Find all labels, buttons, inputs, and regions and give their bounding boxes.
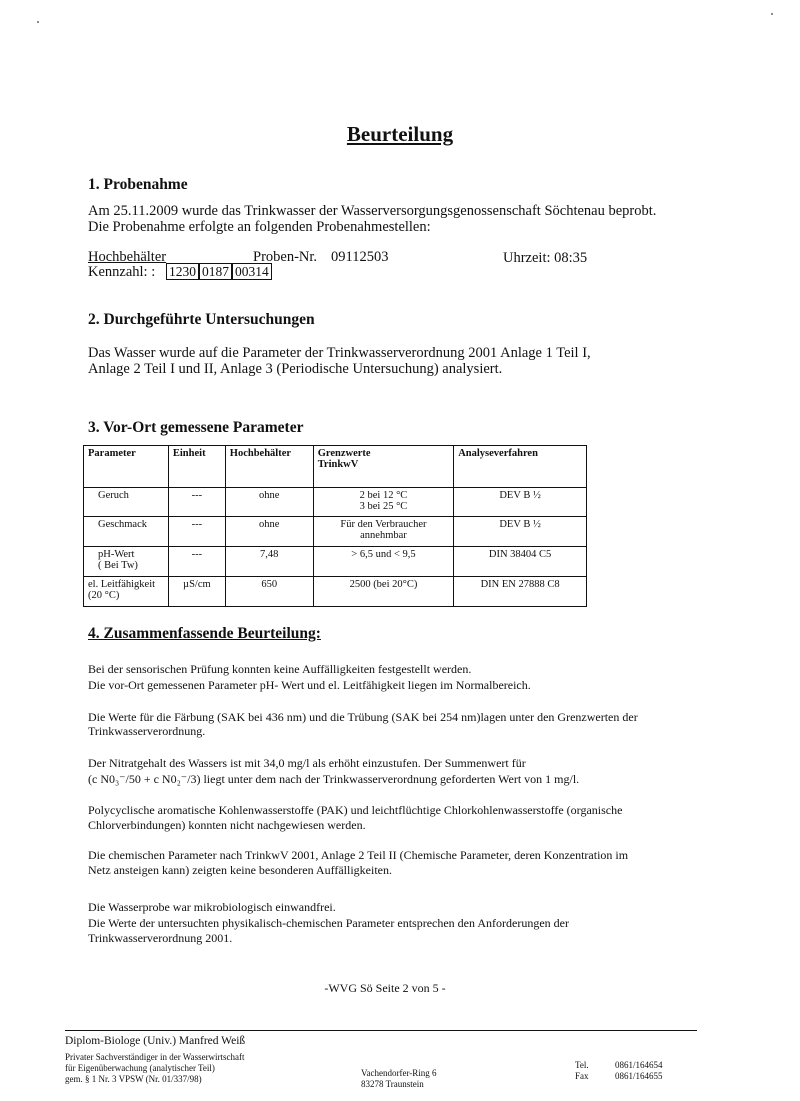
cell-value: ohne <box>225 517 313 547</box>
footer-city: 83278 Traunstein <box>361 1079 424 1089</box>
table-row <box>84 577 587 607</box>
cell-unit: --- <box>168 517 225 547</box>
code-part: 1230 <box>166 263 199 280</box>
limit-line1: 2500 (bei 20°C) <box>349 579 418 590</box>
cell-param <box>84 547 169 577</box>
param-name: Geschmack <box>98 519 147 530</box>
code-part: 00314 <box>232 263 272 280</box>
page-marker: -WVG Sö Seite 2 von 5 - <box>324 981 446 995</box>
cell-param <box>84 488 169 517</box>
footer-tel-label: Tel. <box>575 1060 589 1070</box>
footer-tel: 0861/164654 <box>615 1060 663 1070</box>
summary-p6c: Trinkwasserverordnung 2001. <box>88 931 233 945</box>
cell-method: DIN EN 27888 C8 <box>454 577 587 607</box>
table-row <box>84 547 587 577</box>
table-row <box>84 517 587 547</box>
section1-line1: Am 25.11.2009 wurde das Trinkwasser der Wasserversorgungsgenossenschaft Söchtenau beprobt. <box>88 203 657 219</box>
col-header-value: Hochbehälter <box>225 446 313 488</box>
summary-p2a: Die Werte für die Färbung (SAK bei 436 nm) und die Trübung (SAK bei 254 nm)lagen unter den Grenzwerten der <box>88 710 638 724</box>
col-header-unit: Einheit <box>168 446 225 488</box>
footer-desc3: gem. § 1 Nr. 3 VPSW (Nr. 01/337/98) <box>65 1074 202 1084</box>
col-header-method: Analyseverfahren <box>454 446 587 488</box>
cell-unit: --- <box>168 547 225 577</box>
footer-fax-label: Fax <box>575 1071 589 1081</box>
limit-line1: 2 bei 12 °C <box>359 490 408 501</box>
code-label: Kennzahl: : <box>88 264 156 280</box>
table-header-row <box>84 446 587 488</box>
param-name: pH-Wert <box>98 549 135 560</box>
cell-param <box>84 517 169 547</box>
section1-line2: Die Probenahme erfolgte an folgenden Probenahmestellen: <box>88 219 431 235</box>
sample-time: Uhrzeit: 08:35 <box>503 250 588 266</box>
summary-p3b: (c N0₃⁻/50 + c N0₂⁻/3) liegt unter dem nach der Trinkwasserverordnung geforderten Wert von 1 mg/l. <box>88 772 580 786</box>
cell-value: ohne <box>225 488 313 517</box>
section1-heading: 1. Probenahme <box>88 176 188 193</box>
param-note: (20 °C) <box>88 590 120 601</box>
summary-p5b: Netz ansteigen kann) zeigten keine besonderen Auffälligkeiten. <box>88 863 392 877</box>
table-row <box>84 488 587 517</box>
cell-method: DEV B ½ <box>454 517 587 547</box>
cell-limit <box>313 577 454 607</box>
limit-line1: Für den Verbraucher <box>340 519 427 530</box>
limit-line2: annehmbar <box>360 530 407 541</box>
col-header-parameter: Parameter <box>84 446 169 488</box>
page-title: Beurteilung <box>346 122 454 146</box>
section3-heading: 3. Vor-Ort gemessene Parameter <box>88 419 304 436</box>
summary-p4b: Chlorverbindungen) konnten nicht nachgewiesen werden. <box>88 818 366 832</box>
cell-method: DIN 38404 C5 <box>454 547 587 577</box>
parameters-table <box>83 445 587 607</box>
param-name: el. Leitfähigkeit <box>88 579 156 590</box>
footer-desc1: Privater Sachverständiger in der Wasserwirtschaft <box>65 1052 245 1062</box>
summary-p1b: Die vor-Ort gemessenen Parameter pH- Wert und el. Leitfähigkeit liegen im Normalbereich. <box>88 678 531 692</box>
scan-speck <box>37 21 39 23</box>
param-note: ( Bei Tw) <box>98 560 138 571</box>
limit-line2: 3 bei 25 °C <box>359 501 408 512</box>
code-part: 0187 <box>199 263 232 280</box>
footer-fax: 0861/164655 <box>615 1071 663 1081</box>
param-name: Geruch <box>98 490 129 501</box>
summary-p1a: Bei der sensorischen Prüfung konnten keine Auffälligkeiten festgestellt werden. <box>88 662 472 676</box>
footer-street: Vachendorfer-Ring 6 <box>361 1068 437 1078</box>
summary-p3a: Der Nitratgehalt des Wassers ist mit 34,0 mg/l als erhöht einzustufen. Der Summenwert für <box>88 756 526 770</box>
col-header-limits-line2: TrinkwV <box>317 459 359 470</box>
sample-location: Hochbehälter <box>88 249 167 265</box>
cell-unit: µS/cm <box>168 577 225 607</box>
section4-heading: 4. Zusammenfassende Beurteilung: <box>88 625 321 642</box>
footer-desc2: für Eigenüberwachung (analytischer Teil) <box>65 1063 215 1073</box>
summary-p6b: Die Werte der untersuchten physikalisch-chemischen Parameter entsprechen den Anforderungen der <box>88 916 569 930</box>
cell-value: 7,48 <box>225 547 313 577</box>
cell-limit <box>313 488 454 517</box>
cell-limit <box>313 547 454 577</box>
col-header-limits-line1: Grenzwerte <box>317 448 371 459</box>
scan-speck <box>771 13 773 15</box>
section2-line2: Anlage 2 Teil I und II, Anlage 3 (Periodische Untersuchung) analysiert. <box>88 361 503 377</box>
cell-method: DEV B ½ <box>454 488 587 517</box>
col-header-limits <box>313 446 454 488</box>
code-boxes <box>166 263 272 281</box>
cell-unit: --- <box>168 488 225 517</box>
cell-limit <box>313 517 454 547</box>
sample-number-label: Proben-Nr. <box>253 249 318 265</box>
summary-p4a: Polycyclische aromatische Kohlenwasserstoffe (PAK) und leichtflüchtige Chlorkohlenwasserstoffe (organische <box>88 803 623 817</box>
cell-param <box>84 577 169 607</box>
limit-line1: > 6,5 und < 9,5 <box>351 549 416 560</box>
section2-heading: 2. Durchgeführte Untersuchungen <box>88 311 315 328</box>
summary-p6a: Die Wasserprobe war mikrobiologisch einwandfrei. <box>88 900 336 914</box>
summary-p2b: Trinkwasserverordnung. <box>88 724 206 738</box>
section2-line1: Das Wasser wurde auf die Parameter der Trinkwasserverordnung 2001 Anlage 1 Teil I, <box>88 345 591 361</box>
summary-p5a: Die chemischen Parameter nach TrinkwV 2001, Anlage 2 Teil II (Chemische Parameter, deren Konzentration im <box>88 848 629 862</box>
footer-name: Diplom-Biologe (Univ.) Manfred Weiß <box>65 1035 246 1047</box>
cell-value: 650 <box>225 577 313 607</box>
sample-number: 09112503 <box>331 249 389 265</box>
footer-divider <box>65 1030 697 1031</box>
